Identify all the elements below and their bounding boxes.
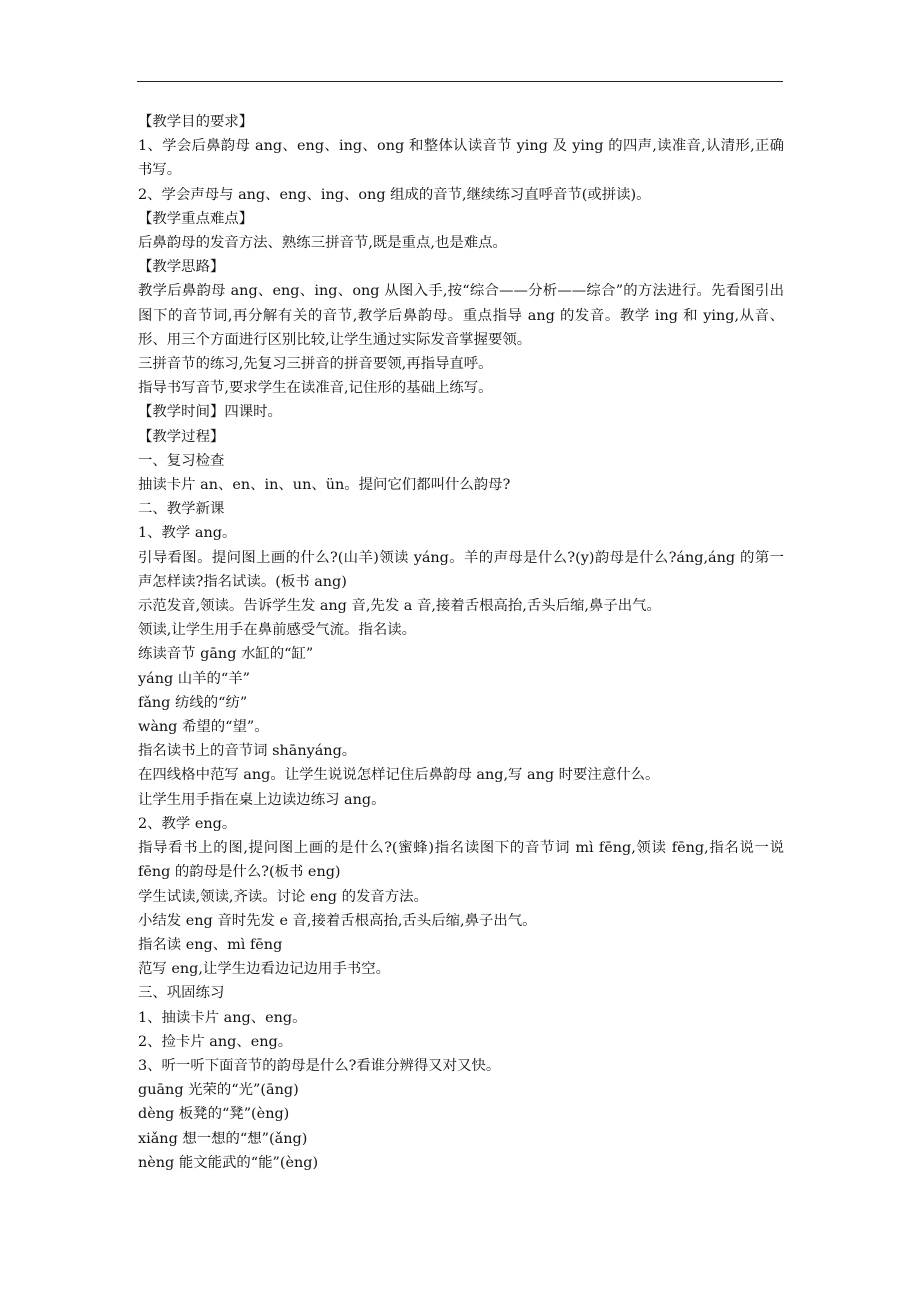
eng-named-read: 指名读 eng、mì fēng <box>138 936 283 953</box>
subsection-eng: 2、教学 eng。 <box>138 815 237 832</box>
ang-guide-paragraph: 引导看图。提问图上画的什么?(山羊)领读 yáng。羊的声母是什么?(y)韵母是什么?áng,áng 的第一声怎样读?指名试读。(板书 ang) <box>138 549 784 590</box>
syllable-word-text: 指名读书上的音节词 shānyáng。 <box>138 743 357 760</box>
step-heading-practice: 三、巩固练习 <box>138 985 225 1002</box>
section-heading-key-points: 【教学重点难点】 <box>138 210 254 227</box>
ang-finger-practice: 让学生用手指在桌上边读边练习 ang。 <box>138 791 386 808</box>
syllable-practice-2: yáng 山羊的“羊” <box>138 670 251 687</box>
practice-item-1: 1、抽读卡片 ang、eng。 <box>138 1009 307 1026</box>
approach-line-3: 指导书写音节,要求学生在读准音,记住形的基础上练写。 <box>138 380 493 397</box>
syllable-practice-1: 练读音节 gāng 水缸的“缸” <box>138 646 314 663</box>
section-heading-process: 【教学过程】 <box>138 428 225 445</box>
listen-item-3: xiǎng 想一想的“想”(ǎng) <box>138 1130 308 1147</box>
step-heading-review: 一、复习检查 <box>138 452 225 469</box>
header-rule <box>137 81 783 82</box>
practice-item-2: 2、捡卡片 ang、eng。 <box>138 1033 293 1050</box>
step-heading-new-lesson: 二、教学新课 <box>138 501 225 518</box>
listen-item-4: nèng 能文能武的“能”(èng) <box>138 1154 319 1171</box>
section-heading-approach: 【教学思路】 <box>138 259 225 276</box>
eng-writing-text: 范写 eng,让学生边看边记边用手书空。 <box>138 961 391 978</box>
review-text: 抽读卡片 an、en、in、un、ün。提问它们都叫什么韵母? <box>138 477 511 494</box>
syllable-practice-4: wàng 希望的“望”。 <box>138 719 269 736</box>
eng-guide-paragraph: 指导看书上的图,提问图上画的是什么?(蜜蜂)指名读图下的音节词 mì fēng,领读 fēng,指名说一说 fēng 的韵母是什么?(板书 eng) <box>138 840 784 881</box>
ang-writing-text: 在四线格中范写 ang。让学生说说怎样记住后鼻韵母 ang,写 ang 时要注意什么。 <box>138 767 660 784</box>
section-heading-objectives: 【教学目的要求】 <box>138 114 254 130</box>
objective-2: 2、学会声母与 ang、eng、ing、ong 组成的音节,继续练习直呼音节(或拼读)。 <box>138 186 651 203</box>
eng-summary-text: 小结发 eng 音时先发 e 音,接着舌根高抬,舌头后缩,鼻子出气。 <box>138 912 537 929</box>
section-heading-time: 【教学时间】四课时。 <box>138 404 282 421</box>
ang-read-text: 领读,让学生用手在鼻前感受气流。指名读。 <box>138 622 416 639</box>
document-body <box>138 110 784 1175</box>
key-points-text: 后鼻韵母的发音方法、熟练三拼音节,既是重点,也是难点。 <box>138 235 507 252</box>
listen-item-2: dèng 板凳的“凳”(èng) <box>138 1106 290 1123</box>
objective-1: 1、学会后鼻韵母 ang、eng、ing、ong 和整体认读音节 ying 及 ying 的四声,读准音,认清形,正确书写。 <box>138 138 784 179</box>
listen-item-1: guāng 光荣的“光”(āng) <box>138 1082 299 1099</box>
practice-item-3: 3、听一听下面音节的韵母是什么?看谁分辨得又对又快。 <box>138 1057 501 1074</box>
eng-read-text: 学生试读,领读,齐读。讨论 eng 的发音方法。 <box>138 888 428 905</box>
ang-demo-text: 示范发音,领读。告诉学生发 ang 音,先发 a 音,接着舌根高抬,舌头后缩,鼻子出气。 <box>138 598 661 615</box>
syllable-practice-3: fǎng 纺线的“纺” <box>138 694 248 711</box>
approach-line-2: 三拼音节的练习,先复习三拼音的拼音要领,再指导直呼。 <box>138 356 493 373</box>
subsection-ang: 1、教学 ang。 <box>138 525 237 542</box>
approach-paragraph: 教学后鼻韵母 ang、eng、ing、ong 从图入手,按“综合——分析——综合”的方法进行。先看图引出图下的音节词,再分解有关的音节,教学后鼻韵母。重点指导 ang 的发音。教学 ing 和 ying,从音、形、用三个方面进行区别比较,让学生通过实际发音掌握要领。 <box>138 283 784 348</box>
